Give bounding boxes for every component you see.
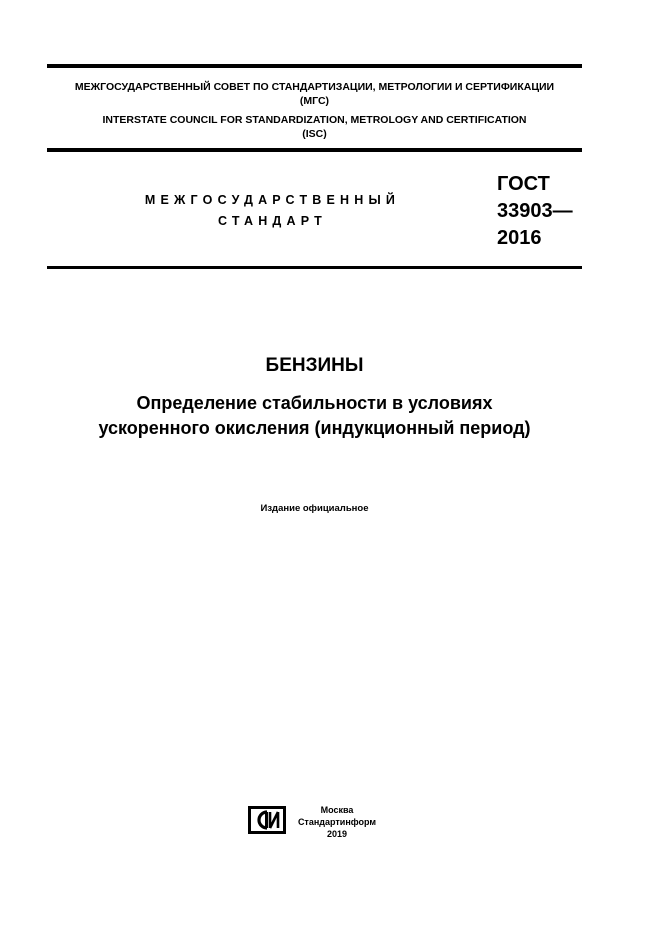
document-subtitle-line1: Определение стабильности в условиях [136, 393, 493, 413]
publisher-city: Москва [320, 805, 354, 815]
middle-rule [47, 148, 582, 152]
gost-year: 2016 [497, 227, 542, 249]
top-rule [47, 64, 582, 68]
publication-year: 2019 [326, 829, 348, 839]
document-title: БЕНЗИНЫ [265, 355, 364, 376]
bottom-rule [47, 266, 582, 269]
gost-number: 33903— [497, 200, 573, 222]
council-name-ru: МЕЖГОСУДАРСТВЕННЫЙ СОВЕТ ПО СТАНДАРТИЗАЦИИ, МЕТРОЛОГИИ И СЕРТИФИКАЦИИ [74, 81, 555, 93]
council-abbr-en: (ISC) [302, 128, 327, 140]
standard-kind-line1: МЕЖГОСУДАРСТВЕННЫЙ [144, 193, 401, 207]
publisher-name: Стандартинформ [297, 817, 377, 827]
gost-label: ГОСТ [497, 173, 550, 195]
council-abbr-ru: (МГС) [299, 95, 330, 107]
standard-kind-line2: СТАНДАРТ [218, 214, 327, 228]
document-subtitle-line2: ускоренного окисления (индукционный период) [98, 418, 531, 438]
standartinform-logo-icon [247, 805, 287, 835]
edition-note: Издание официальное [260, 503, 369, 514]
council-name-en: INTERSTATE COUNCIL FOR STANDARDIZATION, METROLOGY AND CERTIFICATION [102, 114, 527, 126]
